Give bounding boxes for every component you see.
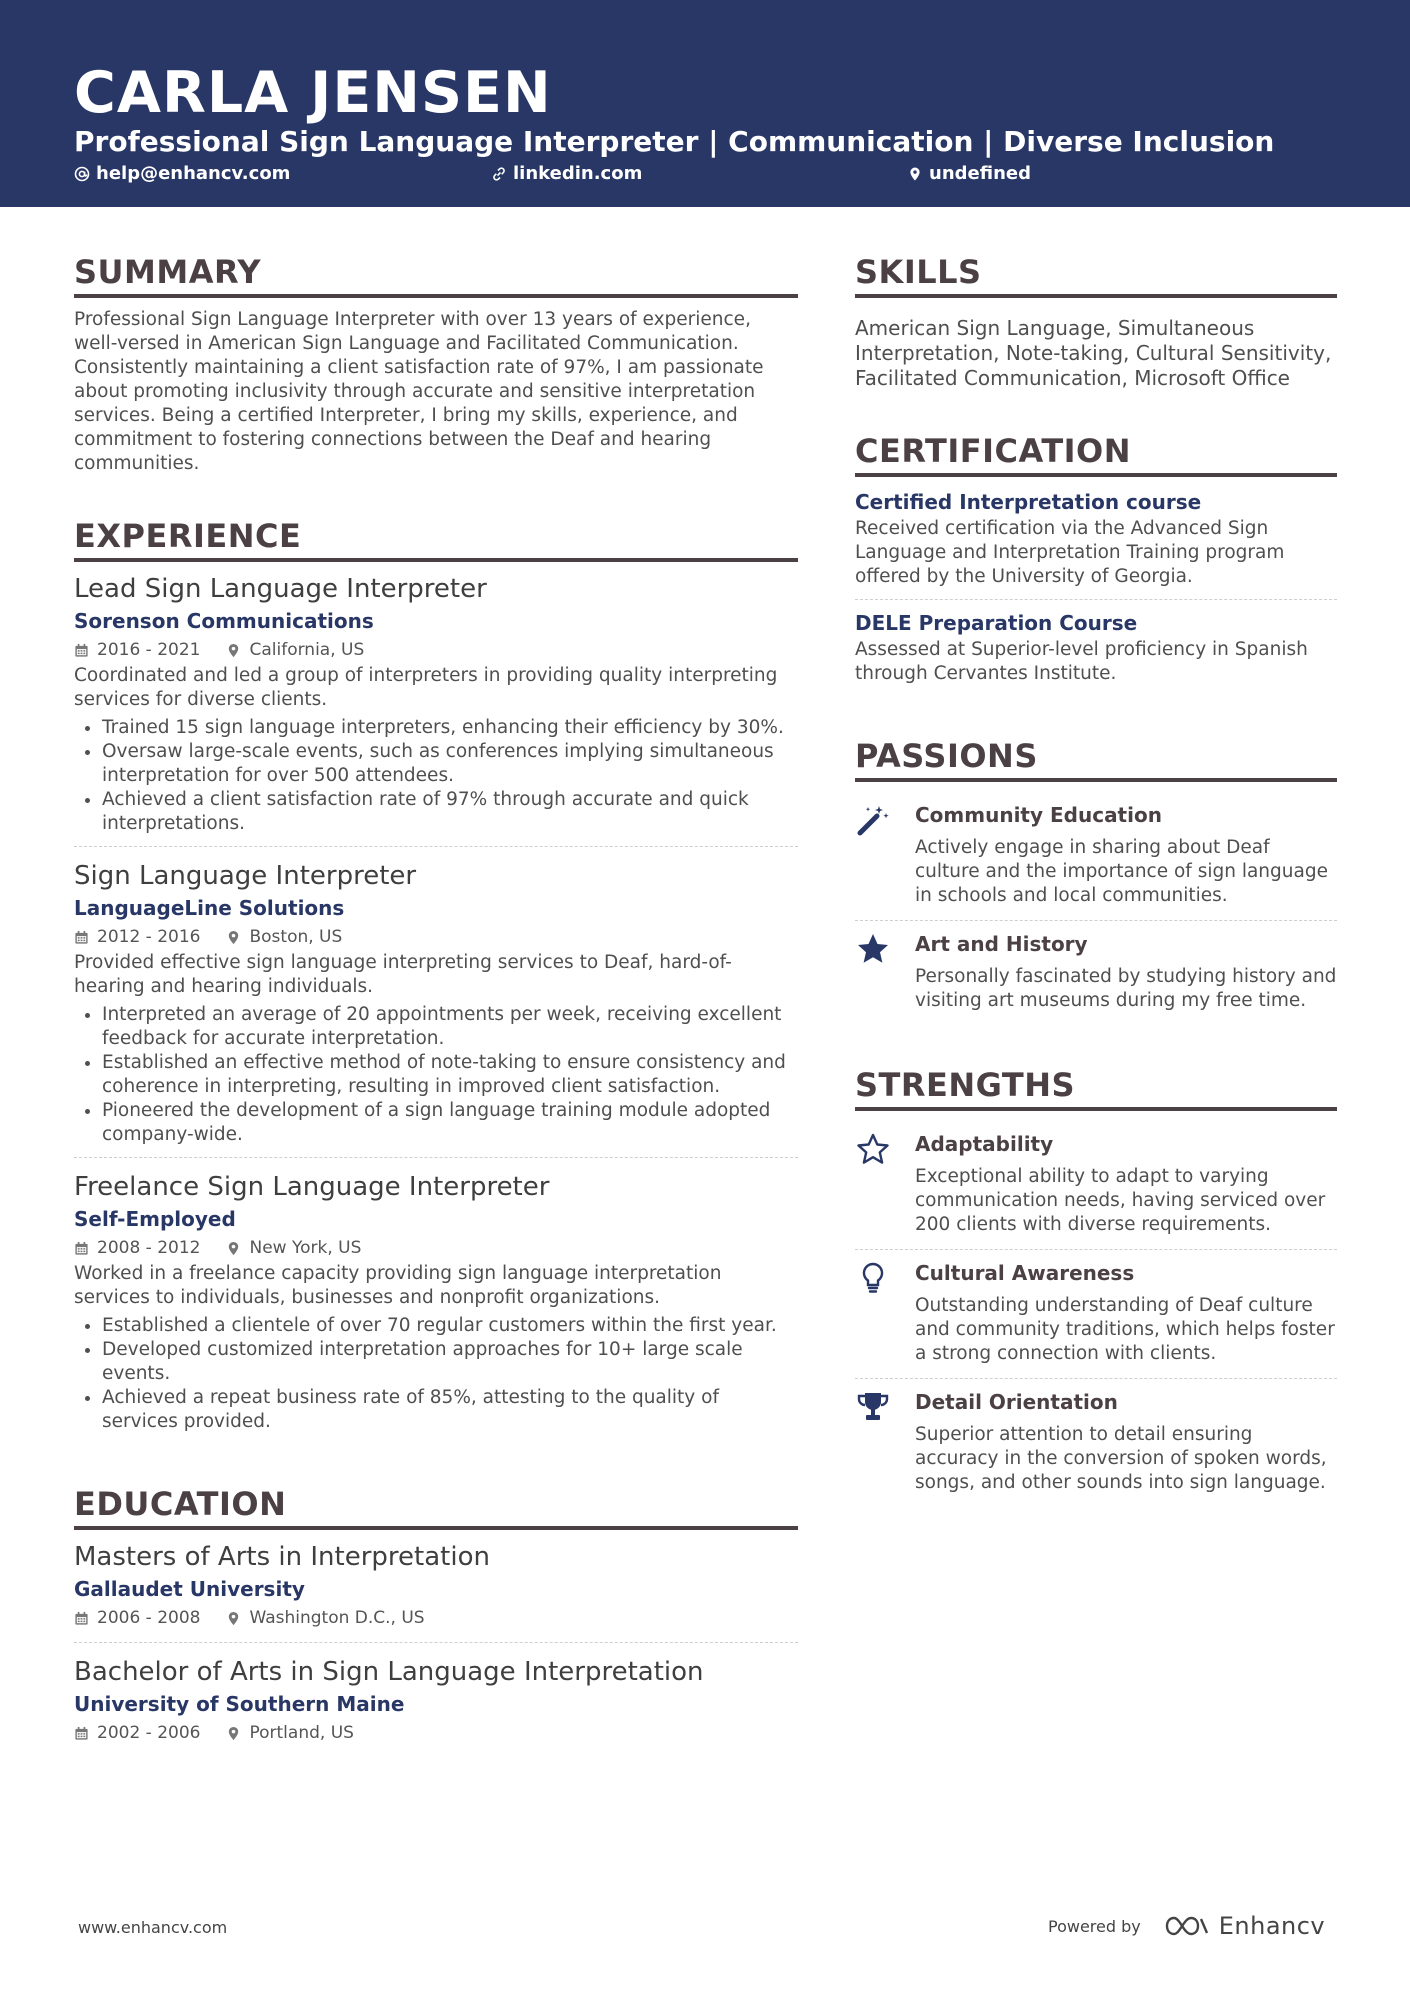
education-section [74,1484,798,1757]
star-outline-icon [855,1131,891,1167]
certification-title: CERTIFICATION [855,431,1337,477]
job-bullets [74,716,798,836]
contact-location [907,162,1031,186]
location-text: undefined [929,163,1031,184]
job-bullets [74,1314,798,1434]
lightbulb-icon [855,1260,891,1296]
skills-title: SKILLS [855,252,1337,298]
bullet-item: • Trained 15 sign language interpreters, enhancing their efficiency by 30%. [102,716,798,740]
job-title: Sign Language Interpreter [74,861,417,891]
school-name: University of Southern Maine [74,1692,405,1716]
bullet-item: • Established a clientele of over 70 regular customers within the first year. [102,1314,798,1338]
education-location: Portland, US [249,1723,354,1743]
resume-header [0,0,1410,207]
at-icon [74,166,90,182]
job-title: Lead Sign Language Interpreter [74,574,487,604]
certification-name: Certified Interpretation course [855,490,1202,514]
bullet-item: • Interpreted an average of 20 appointments per week, receiving excellent feedback for accurate interpretation. [102,1003,798,1051]
location-pin-icon [907,166,923,182]
strength-name: Cultural Awareness [915,1261,1135,1285]
calendar-icon [74,1241,89,1256]
summary-section [74,252,798,476]
school-name: Gallaudet University [74,1577,305,1601]
bullet-item: • Established an effective method of note-taking to ensure consistency and coherence in interpreting, resulting in improved client satisfaction. [102,1051,798,1099]
bullet-item: • Achieved a repeat business rate of 85%, attesting to the quality of services provided. [102,1386,798,1434]
passion-description: Actively engage in sharing about Deaf culture and the importance of sign language in schools and local communities. [915,837,1328,906]
job-description: Coordinated and led a group of interpreters in providing quality interpreting services for diverse clients. [74,665,778,710]
passion-item [855,792,1337,921]
degree-title: Bachelor of Arts in Sign Language Interpretation [74,1657,704,1687]
job-meta [74,923,798,951]
magic-wand-icon [855,802,891,838]
company-name: Sorenson Communications [74,609,374,633]
job-title: Freelance Sign Language Interpreter [74,1172,550,1202]
education-dates: 2006 - 2008 [97,1608,201,1628]
strength-name: Adaptability [915,1132,1054,1156]
enhancv-logo[interactable] [1163,1912,1325,1940]
certification-entry [855,608,1337,696]
strength-description: Superior attention to detail ensuring accuracy in the conversion of spoken words, songs, and other sounds into sign language. [915,1424,1327,1493]
strength-item [855,1250,1337,1379]
star-filled-icon [855,931,891,967]
job-location: New York, US [249,1238,362,1258]
job-meta [74,636,798,664]
candidate-name: CARLA JENSEN [74,60,552,126]
job-location: California, US [249,640,365,660]
certification-section [855,431,1337,696]
location-pin-icon [226,643,241,658]
company-name: Self-Employed [74,1207,236,1231]
calendar-icon [74,1611,89,1626]
experience-entry [74,572,798,847]
trophy-icon [855,1389,891,1425]
footer-website[interactable]: www.enhancv.com [78,1918,228,1937]
passion-name: Community Education [915,803,1162,827]
passion-name: Art and History [915,932,1088,956]
powered-by-text: Powered by [1048,1916,1141,1936]
passion-description: Personally fascinated by studying history and visiting art museums during my free time. [915,966,1337,1011]
certification-description: Assessed at Superior-level proficiency in Spanish through Cervantes Institute. [855,639,1308,684]
right-column [855,252,1337,1547]
certification-entry [855,487,1337,600]
strength-item [855,1121,1337,1250]
education-entry [74,1655,798,1757]
strength-name: Detail Orientation [915,1390,1118,1414]
education-location: Washington D.C., US [249,1608,425,1628]
job-dates: 2016 - 2021 [97,640,201,660]
experience-entry [74,859,798,1158]
education-title: EDUCATION [74,1484,798,1530]
location-pin-icon [226,1241,241,1256]
contact-email[interactable] [74,162,290,186]
location-pin-icon [226,1611,241,1626]
strength-description: Outstanding understanding of Deaf culture and community traditions, which helps foster a strong connection with clients. [915,1295,1335,1364]
education-meta [74,1719,798,1747]
experience-entry [74,1170,798,1444]
experience-title: EXPERIENCE [74,516,798,562]
link-icon [491,166,507,182]
job-meta [74,1234,798,1262]
degree-title: Masters of Arts in Interpretation [74,1542,490,1572]
calendar-icon [74,643,89,658]
bullet-item: • Achieved a client satisfaction rate of 97% through accurate and quick interpretations. [102,788,798,836]
calendar-icon [74,930,89,945]
strengths-section [855,1065,1337,1507]
brand-name: Enhancv [1218,1912,1326,1940]
education-entry [74,1540,798,1643]
enhancv-logo-icon [1163,1913,1211,1939]
job-location: Boston, US [249,927,343,947]
footer-branding [1048,1912,1325,1940]
location-pin-icon [226,1726,241,1741]
summary-text: Professional Sign Language Interpreter with over 13 years of experience, well-versed in American Sign Language and Facilitated Communication. Consistently maintaining a client satisfaction rate of 97%, I am passionate about promoting inclusivity through accurate and sensitive interpretation services. Being a certified Interpreter, I bring my skills, experience, and commitment to fostering connections between the Deaf and hearing communities. [74,309,764,474]
strength-item [855,1379,1337,1507]
strengths-title: STRENGTHS [855,1065,1337,1111]
location-pin-icon [226,930,241,945]
bullet-item: • Pioneered the development of a sign language training module adopted company-wide. [102,1099,798,1147]
email-text: help@enhancv.com [96,163,291,184]
bullet-item: • Developed customized interpretation approaches for 10+ large scale events. [102,1338,798,1386]
passion-item [855,921,1337,1025]
skills-section [855,252,1337,391]
candidate-headline: Professional Sign Language Interpreter | Communication | Diverse Inclusion [74,125,1275,158]
education-meta [74,1604,798,1632]
left-column [74,252,798,1797]
job-description: Provided effective sign language interpreting services to Deaf, hard-of-hearing and hearing individuals. [74,952,732,997]
summary-title: SUMMARY [74,252,798,298]
job-dates: 2008 - 2012 [97,1238,201,1258]
job-dates: 2012 - 2016 [97,927,201,947]
calendar-icon [74,1726,89,1741]
education-dates: 2002 - 2006 [97,1723,201,1743]
certification-description: Received certification via the Advanced Sign Language and Interpretation Training program offered by the University of Georgia. [855,518,1285,587]
passions-title: PASSIONS [855,736,1337,782]
contact-linkedin[interactable] [491,162,642,186]
linkedin-text: linkedin.com [513,163,643,184]
job-description: Worked in a freelance capacity providing sign language interpretation services to individuals, businesses and nonprofit organizations. [74,1263,722,1308]
company-name: LanguageLine Solutions [74,896,345,920]
bullet-item: • Oversaw large-scale events, such as conferences implying simultaneous interpretation for over 500 attendees. [102,740,798,788]
strength-description: Exceptional ability to adapt to varying communication needs, having serviced over 200 clients with diverse requirements. [915,1166,1326,1235]
job-bullets [74,1003,798,1147]
skills-text: American Sign Language, Simultaneous Interpretation, Note-taking, Cultural Sensitivity, Facilitated Communication, Microsoft Office [855,316,1332,390]
passions-section [855,736,1337,1025]
experience-section [74,516,798,1444]
certification-name: DELE Preparation Course [855,611,1138,635]
